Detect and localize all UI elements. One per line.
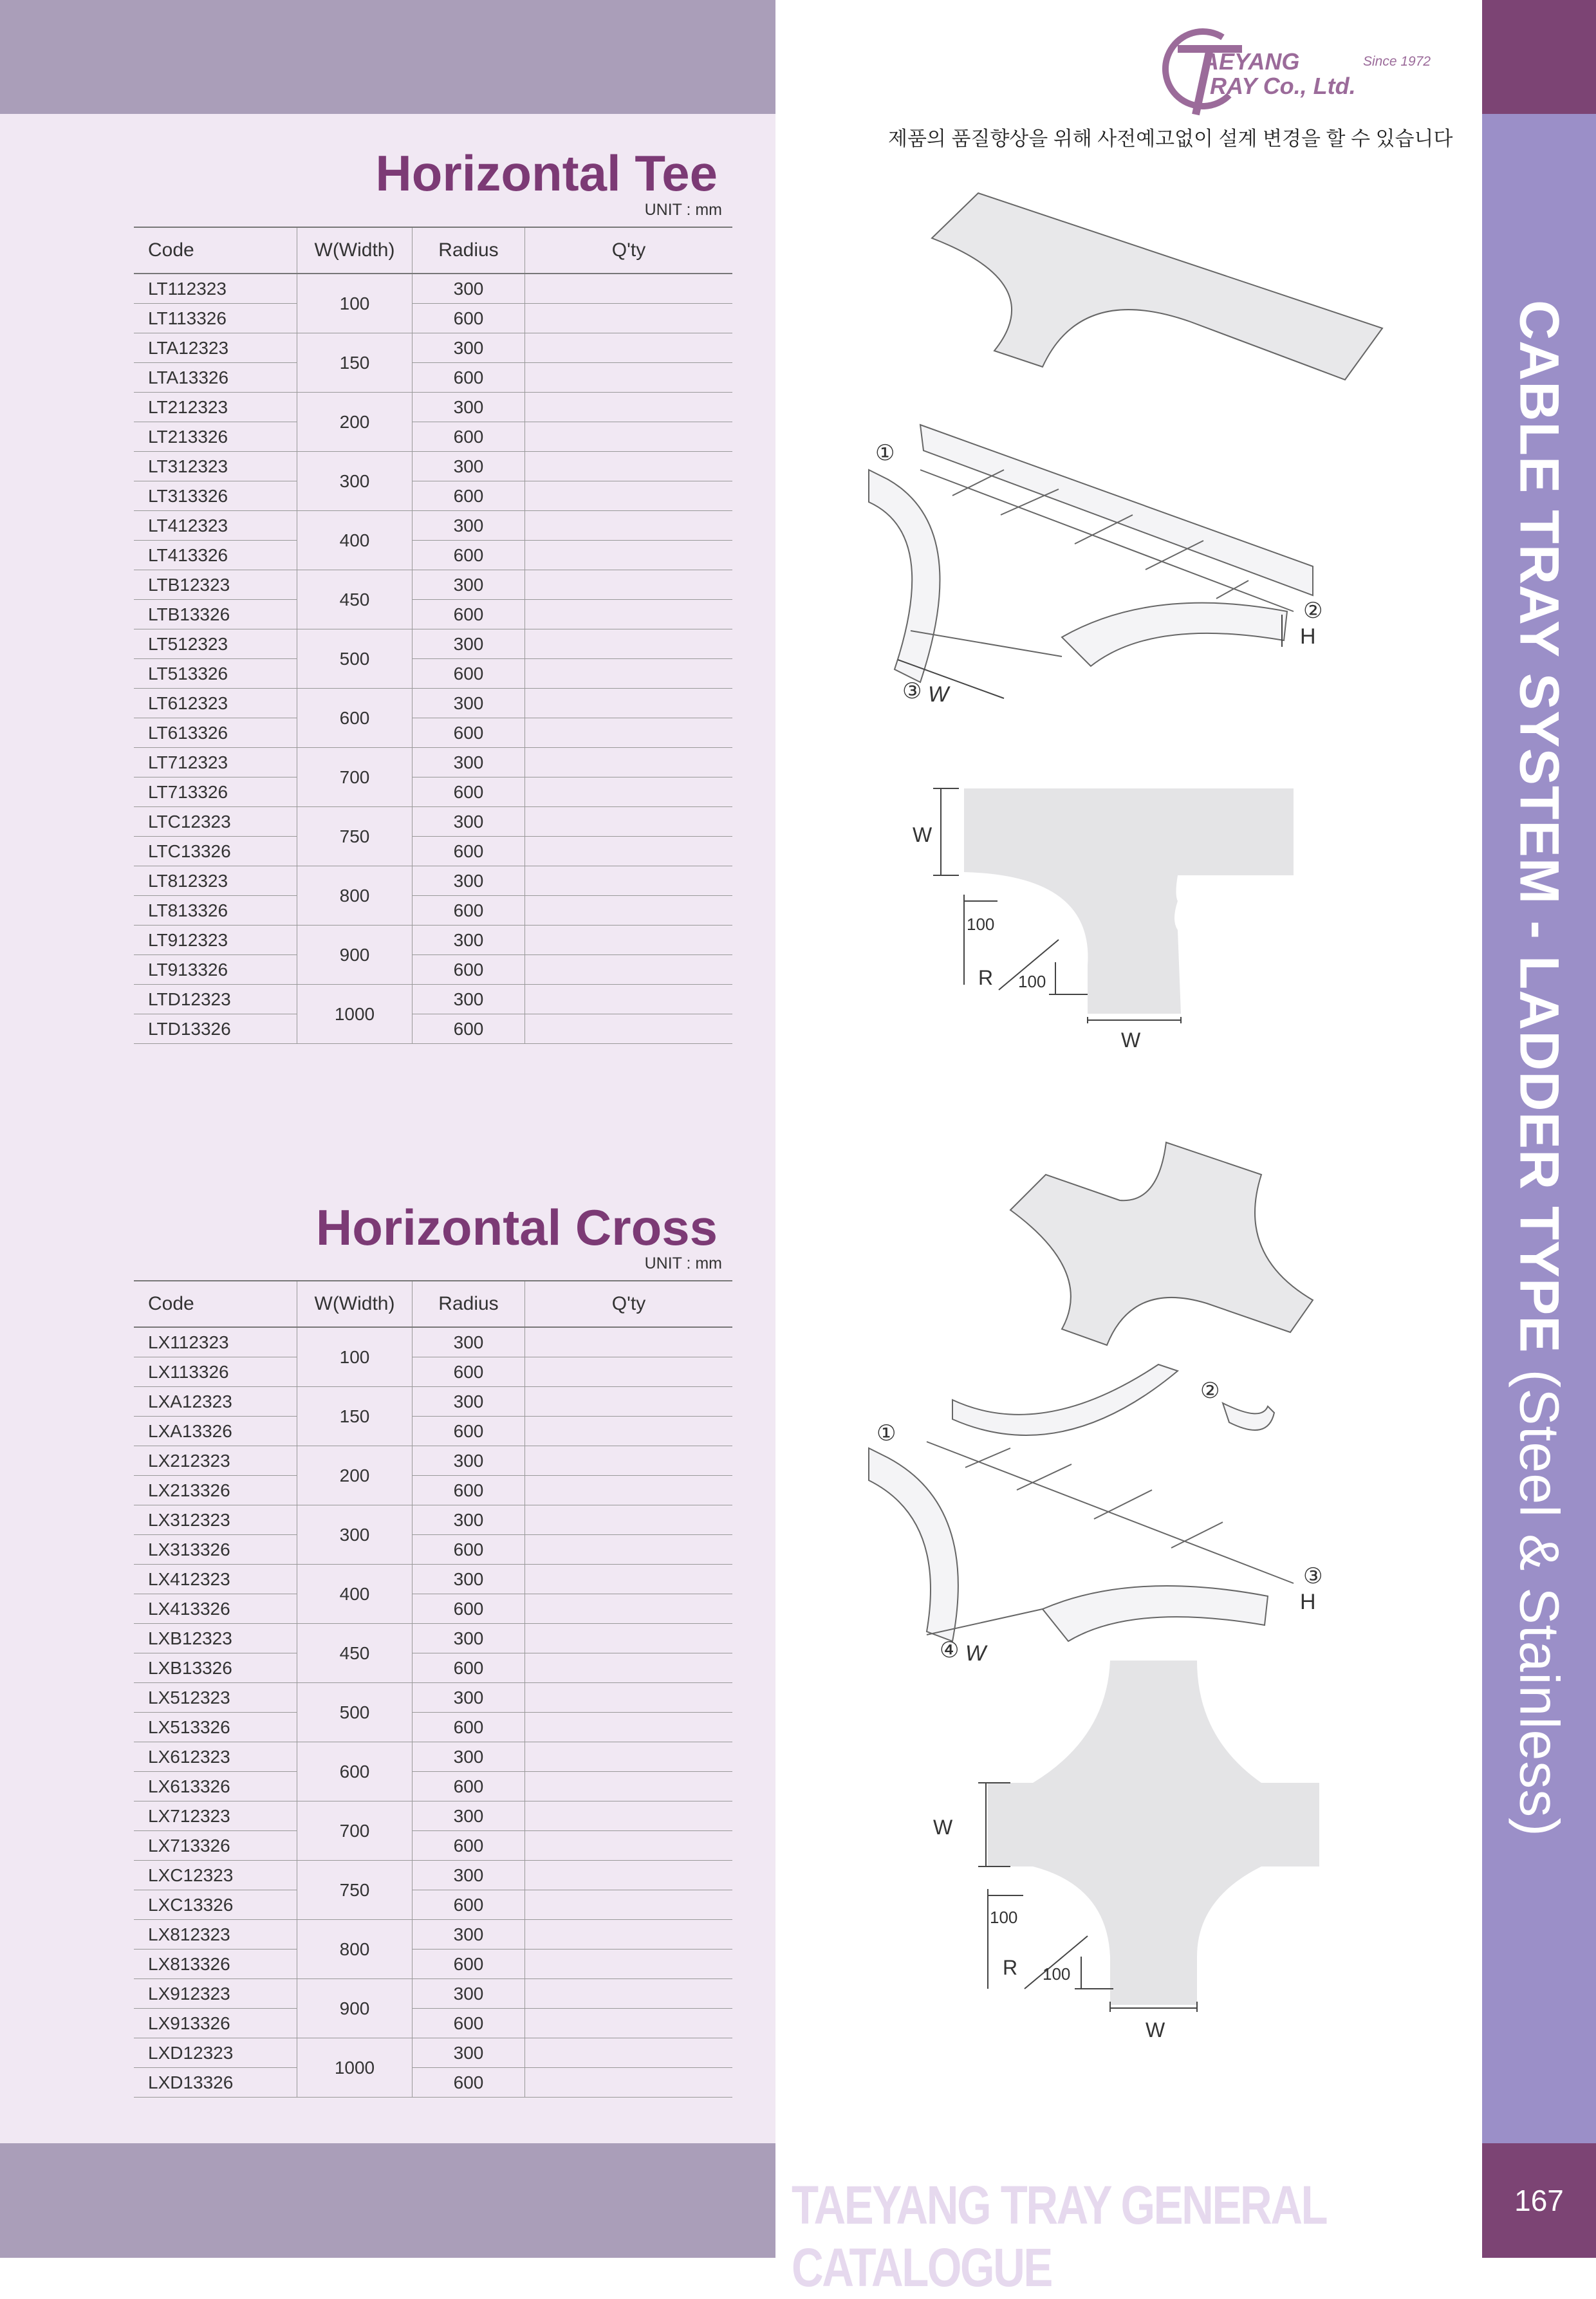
cross-plan-w-top: W bbox=[933, 1816, 953, 1839]
tee-label-w: W bbox=[928, 682, 949, 707]
cell-code: LTB13326 bbox=[134, 600, 297, 629]
table-row bbox=[134, 1713, 732, 1742]
cell-code: LX512323 bbox=[134, 1683, 297, 1713]
cell-radius: 600 bbox=[413, 541, 525, 570]
cell-radius: 300 bbox=[413, 1861, 525, 1890]
cell-code: LT812323 bbox=[134, 866, 297, 896]
header-code: Code bbox=[134, 227, 297, 274]
cell-code: LX113326 bbox=[134, 1357, 297, 1387]
table-header-row bbox=[134, 227, 732, 274]
cell-radius: 600 bbox=[413, 1772, 525, 1801]
cell-radius: 600 bbox=[413, 1476, 525, 1505]
cell-qty[interactable] bbox=[525, 807, 733, 837]
cell-qty[interactable] bbox=[525, 274, 733, 304]
logo-since: Since 1972 bbox=[1363, 54, 1431, 69]
cell-qty[interactable] bbox=[525, 1683, 733, 1713]
table-row bbox=[134, 511, 732, 541]
table-row bbox=[134, 541, 732, 570]
cell-qty[interactable] bbox=[525, 1801, 733, 1831]
table-row bbox=[134, 1831, 732, 1861]
catalogue-name: TAEYANG TRAY GENERAL CATALOGUE bbox=[792, 2175, 1326, 2298]
cell-qty[interactable] bbox=[525, 1387, 733, 1417]
cell-radius: 600 bbox=[413, 837, 525, 866]
cell-qty[interactable] bbox=[525, 1624, 733, 1653]
cell-width: 100 bbox=[297, 1327, 413, 1387]
cross-plan-r: R bbox=[1003, 1956, 1018, 1979]
tee-spec-table bbox=[134, 227, 732, 1044]
table-row bbox=[134, 807, 732, 837]
cell-code: LTA13326 bbox=[134, 363, 297, 393]
table-row bbox=[134, 422, 732, 452]
cell-code: LT312323 bbox=[134, 452, 297, 481]
table-row bbox=[134, 2068, 732, 2098]
cell-qty[interactable] bbox=[525, 2068, 733, 2098]
cell-radius: 600 bbox=[413, 718, 525, 748]
table-row bbox=[134, 393, 732, 422]
cell-radius: 600 bbox=[413, 1535, 525, 1565]
cell-qty[interactable] bbox=[525, 1742, 733, 1772]
cell-code: LT412323 bbox=[134, 511, 297, 541]
table-row bbox=[134, 659, 732, 689]
cell-qty[interactable] bbox=[525, 1920, 733, 1950]
cell-width: 600 bbox=[297, 1742, 413, 1801]
cell-qty[interactable] bbox=[525, 777, 733, 807]
cell-qty[interactable] bbox=[525, 1014, 733, 1044]
table-row bbox=[134, 481, 732, 511]
cell-qty[interactable] bbox=[525, 2038, 733, 2068]
cell-qty[interactable] bbox=[525, 1565, 733, 1594]
cell-qty[interactable] bbox=[525, 659, 733, 689]
cell-code: LX613326 bbox=[134, 1772, 297, 1801]
table-row bbox=[134, 896, 732, 926]
cross-side-rail-left bbox=[869, 1448, 958, 1641]
cell-qty[interactable] bbox=[525, 1772, 733, 1801]
cell-code: LTD12323 bbox=[134, 985, 297, 1014]
tee-cover-plate bbox=[932, 193, 1382, 380]
cell-code: LX913326 bbox=[134, 2009, 297, 2038]
cell-qty[interactable] bbox=[525, 689, 733, 718]
tee-plan-w-bottom: W bbox=[1121, 1028, 1141, 1052]
cell-qty[interactable] bbox=[525, 1950, 733, 1979]
cell-radius: 600 bbox=[413, 1357, 525, 1387]
cell-code: LX713326 bbox=[134, 1831, 297, 1861]
cell-code: LT513326 bbox=[134, 659, 297, 689]
cell-qty[interactable] bbox=[525, 1357, 733, 1387]
cell-qty[interactable] bbox=[525, 629, 733, 659]
table-row bbox=[134, 689, 732, 718]
cell-width: 900 bbox=[297, 1979, 413, 2038]
cell-qty[interactable] bbox=[525, 748, 733, 777]
table-row bbox=[134, 274, 732, 304]
cell-width: 800 bbox=[297, 866, 413, 926]
cell-qty[interactable] bbox=[525, 1476, 733, 1505]
cell-width: 450 bbox=[297, 570, 413, 629]
cell-code: LT313326 bbox=[134, 481, 297, 511]
tee-plan-r: R bbox=[978, 966, 994, 989]
tee-plan-w-top: W bbox=[913, 823, 933, 846]
cell-code: LTC12323 bbox=[134, 807, 297, 837]
cross-isometric-drawing bbox=[849, 1133, 1416, 1661]
cell-width: 900 bbox=[297, 926, 413, 985]
cross-label-w: W bbox=[965, 1641, 987, 1661]
cell-qty[interactable] bbox=[525, 511, 733, 541]
cell-qty[interactable] bbox=[525, 1327, 733, 1357]
cell-radius: 300 bbox=[413, 926, 525, 955]
table-row bbox=[134, 363, 732, 393]
cell-radius: 600 bbox=[413, 1950, 525, 1979]
cell-qty[interactable] bbox=[525, 452, 733, 481]
table-row bbox=[134, 1772, 732, 1801]
header-qty: Q'ty bbox=[525, 1281, 733, 1327]
cell-radius: 600 bbox=[413, 2009, 525, 2038]
cell-radius: 600 bbox=[413, 1653, 525, 1683]
cell-radius: 300 bbox=[413, 2038, 525, 2068]
cell-code: LXA12323 bbox=[134, 1387, 297, 1417]
cell-radius: 300 bbox=[413, 333, 525, 363]
logo-text-main: AEYANG bbox=[1202, 48, 1300, 75]
cell-code: LT113326 bbox=[134, 304, 297, 333]
table-header-row bbox=[134, 1281, 732, 1327]
side-strip-top bbox=[1482, 0, 1596, 114]
cell-code: LX812323 bbox=[134, 1920, 297, 1950]
table-row bbox=[134, 1387, 732, 1417]
cross-cover-plate bbox=[1010, 1142, 1313, 1345]
table-row bbox=[134, 1327, 732, 1357]
cell-width: 400 bbox=[297, 511, 413, 570]
cell-width: 200 bbox=[297, 393, 413, 452]
cross-label-h: H bbox=[1300, 1590, 1316, 1614]
cell-code: LX813326 bbox=[134, 1950, 297, 1979]
cell-code: LXB13326 bbox=[134, 1653, 297, 1683]
table-row bbox=[134, 1890, 732, 1920]
cell-radius: 300 bbox=[413, 748, 525, 777]
cell-qty[interactable] bbox=[525, 985, 733, 1014]
cell-qty[interactable] bbox=[525, 304, 733, 333]
cell-code: LX112323 bbox=[134, 1327, 297, 1357]
cell-width: 150 bbox=[297, 1387, 413, 1446]
cell-code: LXC13326 bbox=[134, 1890, 297, 1920]
table-row bbox=[134, 1950, 732, 1979]
cell-radius: 600 bbox=[413, 1831, 525, 1861]
tee-plan-100b: 100 bbox=[1018, 972, 1046, 991]
header-code: Code bbox=[134, 1281, 297, 1327]
cell-qty[interactable] bbox=[525, 1713, 733, 1742]
cell-radius: 300 bbox=[413, 511, 525, 541]
cell-code: LXB12323 bbox=[134, 1624, 297, 1653]
cell-code: LT213326 bbox=[134, 422, 297, 452]
header-radius: Radius bbox=[413, 1281, 525, 1327]
cell-radius: 300 bbox=[413, 689, 525, 718]
cell-code: LX912323 bbox=[134, 1979, 297, 2009]
table-row bbox=[134, 2038, 732, 2068]
company-logo bbox=[1146, 24, 1442, 121]
cell-width: 450 bbox=[297, 1624, 413, 1683]
cell-radius: 300 bbox=[413, 807, 525, 837]
table-row bbox=[134, 1505, 732, 1535]
table-row bbox=[134, 926, 732, 955]
cell-radius: 600 bbox=[413, 481, 525, 511]
cell-code: LXD13326 bbox=[134, 2068, 297, 2098]
tee-title: Horizontal Tee bbox=[375, 145, 718, 201]
table-row bbox=[134, 1861, 732, 1890]
tee-unit: UNIT : mm bbox=[644, 201, 722, 219]
cell-radius: 300 bbox=[413, 452, 525, 481]
cell-qty[interactable] bbox=[525, 1594, 733, 1624]
cell-width: 750 bbox=[297, 807, 413, 866]
cross-plan-drawing bbox=[927, 1654, 1339, 2053]
cell-code: LX413326 bbox=[134, 1594, 297, 1624]
cross-side-rail-right bbox=[1043, 1586, 1268, 1641]
cell-code: LX412323 bbox=[134, 1565, 297, 1594]
cell-radius: 300 bbox=[413, 1920, 525, 1950]
cell-code: LTC13326 bbox=[134, 837, 297, 866]
cell-code: LX312323 bbox=[134, 1505, 297, 1535]
cell-code: LXC12323 bbox=[134, 1861, 297, 1890]
cell-qty[interactable] bbox=[525, 1446, 733, 1476]
cell-code: LT912323 bbox=[134, 926, 297, 955]
header-band bbox=[0, 0, 775, 114]
header-width: W(Width) bbox=[297, 227, 413, 274]
cell-radius: 300 bbox=[413, 985, 525, 1014]
table-row bbox=[134, 452, 732, 481]
cell-radius: 300 bbox=[413, 1446, 525, 1476]
table-row bbox=[134, 570, 732, 600]
footer-band bbox=[0, 2143, 775, 2258]
cell-code: LX612323 bbox=[134, 1742, 297, 1772]
cell-width: 750 bbox=[297, 1861, 413, 1920]
cross-plan-w-bottom: W bbox=[1146, 2018, 1165, 2042]
cross-label-1: ① bbox=[877, 1421, 896, 1446]
cell-radius: 600 bbox=[413, 304, 525, 333]
side-title-material: (Steel & Stainless) bbox=[1508, 1369, 1570, 1837]
tee-label-3: ③ bbox=[902, 679, 922, 703]
cell-code: LX212323 bbox=[134, 1446, 297, 1476]
cell-radius: 300 bbox=[413, 1327, 525, 1357]
header-radius: Radius bbox=[413, 227, 525, 274]
cell-radius: 600 bbox=[413, 896, 525, 926]
cell-qty[interactable] bbox=[525, 2009, 733, 2038]
cell-qty[interactable] bbox=[525, 541, 733, 570]
table-row bbox=[134, 1417, 732, 1446]
table-row bbox=[134, 837, 732, 866]
tee-plan-shape bbox=[964, 788, 1294, 1014]
cell-radius: 300 bbox=[413, 866, 525, 896]
tee-plan-100a: 100 bbox=[967, 915, 995, 934]
cell-radius: 600 bbox=[413, 1890, 525, 1920]
header-width: W(Width) bbox=[297, 1281, 413, 1327]
cell-radius: 300 bbox=[413, 1565, 525, 1594]
cross-plan-shape bbox=[988, 1661, 1319, 2005]
cell-radius: 600 bbox=[413, 1594, 525, 1624]
cell-qty[interactable] bbox=[525, 718, 733, 748]
cell-radius: 600 bbox=[413, 955, 525, 985]
table-row bbox=[134, 718, 732, 748]
tee-label-2: ② bbox=[1303, 599, 1323, 623]
side-section-title bbox=[1507, 300, 1571, 1837]
cell-radius: 600 bbox=[413, 1713, 525, 1742]
tee-plan-drawing bbox=[907, 772, 1319, 1068]
cell-code: LX513326 bbox=[134, 1713, 297, 1742]
cell-qty[interactable] bbox=[525, 600, 733, 629]
cell-radius: 300 bbox=[413, 1505, 525, 1535]
cell-code: LXD12323 bbox=[134, 2038, 297, 2068]
cell-width: 600 bbox=[297, 689, 413, 748]
cell-radius: 600 bbox=[413, 2068, 525, 2098]
table-row bbox=[134, 1683, 732, 1713]
table-row bbox=[134, 629, 732, 659]
cell-radius: 600 bbox=[413, 1014, 525, 1044]
cell-qty[interactable] bbox=[525, 926, 733, 955]
cell-qty[interactable] bbox=[525, 1861, 733, 1890]
cell-radius: 300 bbox=[413, 1742, 525, 1772]
table-row bbox=[134, 1920, 732, 1950]
cell-qty[interactable] bbox=[525, 1979, 733, 2009]
table-row bbox=[134, 1742, 732, 1772]
tee-side-rail-left bbox=[869, 470, 940, 682]
cell-code: LX313326 bbox=[134, 1535, 297, 1565]
cell-qty[interactable] bbox=[525, 1890, 733, 1920]
cell-code: LTB12323 bbox=[134, 570, 297, 600]
cell-width: 1000 bbox=[297, 985, 413, 1044]
cell-qty[interactable] bbox=[525, 1535, 733, 1565]
cell-radius: 300 bbox=[413, 1624, 525, 1653]
cell-code: LT712323 bbox=[134, 748, 297, 777]
table-row bbox=[134, 777, 732, 807]
table-row bbox=[134, 2009, 732, 2038]
cell-radius: 600 bbox=[413, 600, 525, 629]
cell-code: LTA12323 bbox=[134, 333, 297, 363]
cell-code: LT212323 bbox=[134, 393, 297, 422]
page-number: 167 bbox=[1514, 2184, 1564, 2217]
cell-qty[interactable] bbox=[525, 1831, 733, 1861]
cell-width: 400 bbox=[297, 1565, 413, 1624]
table-row bbox=[134, 985, 732, 1014]
tee-side-rail-back bbox=[920, 425, 1313, 595]
table-row bbox=[134, 748, 732, 777]
table-row bbox=[134, 600, 732, 629]
cell-width: 500 bbox=[297, 1683, 413, 1742]
cell-code: LT512323 bbox=[134, 629, 297, 659]
table-row bbox=[134, 1979, 732, 2009]
cell-qty[interactable] bbox=[525, 837, 733, 866]
cell-width: 150 bbox=[297, 333, 413, 393]
table-row bbox=[134, 1624, 732, 1653]
cell-width: 800 bbox=[297, 1920, 413, 1979]
tee-label-1: ① bbox=[875, 441, 895, 465]
table-row bbox=[134, 1535, 732, 1565]
cell-qty[interactable] bbox=[525, 1505, 733, 1535]
cell-code: LT413326 bbox=[134, 541, 297, 570]
cell-radius: 300 bbox=[413, 393, 525, 422]
table-row bbox=[134, 333, 732, 363]
cell-qty[interactable] bbox=[525, 866, 733, 896]
cell-width: 700 bbox=[297, 1801, 413, 1861]
cell-code: LTD13326 bbox=[134, 1014, 297, 1044]
cell-width: 1000 bbox=[297, 2038, 413, 2098]
cell-radius: 600 bbox=[413, 422, 525, 452]
cross-label-3: ③ bbox=[1303, 1564, 1323, 1588]
cell-code: LT913326 bbox=[134, 955, 297, 985]
table-row bbox=[134, 955, 732, 985]
table-row bbox=[134, 1801, 732, 1831]
cell-radius: 300 bbox=[413, 274, 525, 304]
table-row bbox=[134, 1594, 732, 1624]
table-row bbox=[134, 1565, 732, 1594]
cell-width: 200 bbox=[297, 1446, 413, 1505]
cell-code: LT613326 bbox=[134, 718, 297, 748]
table-row bbox=[134, 1653, 732, 1683]
cell-qty[interactable] bbox=[525, 1653, 733, 1683]
cross-title: Horizontal Cross bbox=[315, 1199, 718, 1256]
cell-width: 300 bbox=[297, 1505, 413, 1565]
cross-label-2: ② bbox=[1200, 1379, 1220, 1403]
cell-radius: 300 bbox=[413, 629, 525, 659]
cell-width: 300 bbox=[297, 452, 413, 511]
cell-radius: 600 bbox=[413, 659, 525, 689]
cell-qty[interactable] bbox=[525, 363, 733, 393]
cell-code: LX213326 bbox=[134, 1476, 297, 1505]
cell-qty[interactable] bbox=[525, 333, 733, 363]
table-row bbox=[134, 1014, 732, 1044]
cell-radius: 300 bbox=[413, 1387, 525, 1417]
cell-code: LT112323 bbox=[134, 274, 297, 304]
side-title-main: CABLE TRAY SYSTEM - LADDER TYPE bbox=[1508, 300, 1570, 1354]
cell-radius: 300 bbox=[413, 1979, 525, 2009]
tee-label-h: H bbox=[1300, 624, 1316, 649]
design-change-notice: 제품의 품질향상을 위해 사전예고없이 설계 변경을 할 수 있습니다 bbox=[888, 127, 1453, 150]
cell-width: 500 bbox=[297, 629, 413, 689]
cell-qty[interactable] bbox=[525, 896, 733, 926]
cross-plan-100a: 100 bbox=[990, 1908, 1018, 1927]
cell-qty[interactable] bbox=[525, 570, 733, 600]
cell-qty[interactable] bbox=[525, 481, 733, 511]
cell-code: LXA13326 bbox=[134, 1417, 297, 1446]
cell-code: LT713326 bbox=[134, 777, 297, 807]
cell-width: 700 bbox=[297, 748, 413, 807]
cell-code: LX712323 bbox=[134, 1801, 297, 1831]
table-row bbox=[134, 1476, 732, 1505]
tee-isometric-drawing bbox=[849, 187, 1416, 714]
cell-radius: 300 bbox=[413, 1683, 525, 1713]
cell-radius: 300 bbox=[413, 570, 525, 600]
cross-side-rail-right-top bbox=[1223, 1403, 1274, 1430]
table-row bbox=[134, 866, 732, 896]
cell-radius: 600 bbox=[413, 1417, 525, 1446]
cell-qty[interactable] bbox=[525, 1417, 733, 1446]
cross-side-rail-top bbox=[952, 1364, 1178, 1435]
table-row bbox=[134, 1446, 732, 1476]
cross-unit: UNIT : mm bbox=[644, 1254, 722, 1272]
cell-qty[interactable] bbox=[525, 955, 733, 985]
cross-label-4: ④ bbox=[940, 1638, 960, 1661]
cell-width: 100 bbox=[297, 274, 413, 333]
cell-qty[interactable] bbox=[525, 422, 733, 452]
cell-qty[interactable] bbox=[525, 393, 733, 422]
cell-radius: 600 bbox=[413, 363, 525, 393]
table-row bbox=[134, 1357, 732, 1387]
cell-code: LT813326 bbox=[134, 896, 297, 926]
logo-text-sub: RAY Co., Ltd. bbox=[1210, 73, 1356, 99]
table-row bbox=[134, 304, 732, 333]
cell-code: LT612323 bbox=[134, 689, 297, 718]
cell-radius: 600 bbox=[413, 777, 525, 807]
header-qty: Q'ty bbox=[525, 227, 733, 274]
cross-spec-table bbox=[134, 1280, 732, 2098]
cell-radius: 300 bbox=[413, 1801, 525, 1831]
tee-side-rail-right bbox=[1062, 603, 1287, 666]
cross-plan-100b: 100 bbox=[1043, 1964, 1071, 1984]
